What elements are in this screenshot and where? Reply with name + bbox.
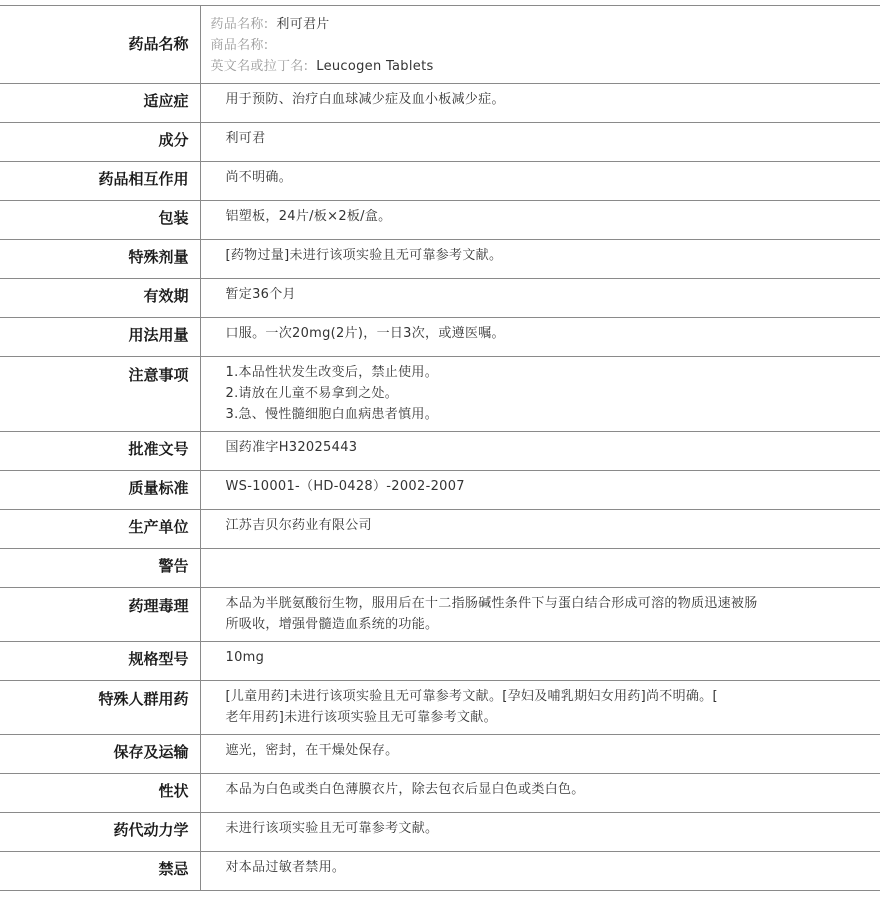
row-value: 遮光，密封，在干燥处保存。	[200, 735, 880, 774]
row-precautions	[0, 357, 880, 432]
row-packaging	[0, 201, 880, 240]
row-value: [药物过量]未进行该项实验且无可靠参考文献。	[200, 240, 880, 279]
row-value	[200, 588, 880, 642]
english-name-line	[211, 56, 791, 77]
row-value	[200, 681, 880, 735]
row-pharmacokinetics	[0, 813, 880, 852]
row-label: 适应症	[0, 84, 200, 123]
row-label: 禁忌	[0, 852, 200, 891]
row-label: 保存及运输	[0, 735, 200, 774]
english-name-value: Leucogen Tablets	[316, 59, 434, 74]
row-label: 注意事项	[0, 357, 200, 432]
english-name-key: 英文名或拉丁名:	[210, 59, 309, 74]
row-value: 口服。一次20mg(2片)，一日3次，或遵医嘱。	[200, 318, 880, 357]
row-label: 药品相互作用	[0, 162, 200, 201]
row-value	[200, 357, 880, 432]
row-warning	[0, 549, 880, 588]
row-label: 特殊人群用药	[0, 681, 200, 735]
row-label: 生产单位	[0, 510, 200, 549]
row-quality-standard	[0, 471, 880, 510]
row-label: 成分	[0, 123, 200, 162]
row-value: 对本品过敏者禁用。	[200, 852, 880, 891]
row-interactions	[0, 162, 880, 201]
row-ingredients	[0, 123, 880, 162]
row-special-dosage	[0, 240, 880, 279]
row-value: 未进行该项实验且无可靠参考文献。	[200, 813, 880, 852]
row-label: 批准文号	[0, 432, 200, 471]
row-value: 暂定36个月	[200, 279, 880, 318]
row-appearance	[0, 774, 880, 813]
precaution-line: 1.本品性状发生改变后，禁止使用。	[225, 365, 439, 380]
row-approval-number	[0, 432, 880, 471]
generic-name-value: 利可君片	[276, 17, 330, 32]
row-special-population	[0, 681, 880, 735]
row-label: 规格型号	[0, 642, 200, 681]
row-manufacturer	[0, 510, 880, 549]
row-value: 本品为白色或类白色薄膜衣片，除去包衣后显白色或类白色。	[200, 774, 880, 813]
row-indication	[0, 84, 880, 123]
row-label: 包装	[0, 201, 200, 240]
row-specification	[0, 642, 880, 681]
row-shelf-life	[0, 279, 880, 318]
row-value: 用于预防、治疗白血球减少症及血小板减少症。	[200, 84, 880, 123]
trade-name-line	[211, 35, 791, 56]
row-label: 特殊剂量	[0, 240, 200, 279]
row-drug-name	[0, 6, 880, 84]
row-label: 警告	[0, 549, 200, 588]
row-storage	[0, 735, 880, 774]
row-label: 药代动力学	[0, 813, 200, 852]
row-value: 铝塑板，24片/板×2板/盒。	[200, 201, 880, 240]
row-value: WS-10001-（HD-0428）-2002-2007	[200, 471, 880, 510]
special-population-line: 老年用药]未进行该项实验且无可靠参考文献。	[225, 710, 497, 725]
special-population-line: [儿童用药]未进行该项实验且无可靠参考文献。[孕妇及哺乳期妇女用药]尚不明确。[	[225, 689, 718, 704]
pharmacology-line: 所吸收，增强骨髓造血系统的功能。	[225, 617, 439, 632]
drug-info-table	[0, 5, 880, 891]
row-label: 药理毒理	[0, 588, 200, 642]
pharmacology-line: 本品为半胱氨酸衍生物，服用后在十二指肠碱性条件下与蛋白结合形成可溶的物质迅速被肠	[225, 596, 758, 611]
precaution-line: 2.请放在儿童不易拿到之处。	[225, 386, 399, 401]
row-value: 10mg	[200, 642, 880, 681]
row-value: 利可君	[200, 123, 880, 162]
row-label: 质量标准	[0, 471, 200, 510]
drug-name-values	[200, 6, 880, 84]
row-value: 江苏吉贝尔药业有限公司	[200, 510, 880, 549]
row-label: 用法用量	[0, 318, 200, 357]
generic-name-key: 药品名称:	[210, 17, 269, 32]
row-label: 有效期	[0, 279, 200, 318]
row-label: 药品名称	[0, 6, 200, 84]
generic-name-line	[211, 14, 791, 35]
row-pharmacology	[0, 588, 880, 642]
row-label: 性状	[0, 774, 200, 813]
precaution-line: 3.急、慢性髓细胞白血病患者慎用。	[225, 407, 439, 422]
row-value: 国药准字H32025443	[200, 432, 880, 471]
row-value: 尚不明确。	[200, 162, 880, 201]
row-contraindications	[0, 852, 880, 891]
trade-name-key: 商品名称:	[210, 38, 269, 53]
row-dosage	[0, 318, 880, 357]
row-value	[200, 549, 880, 588]
